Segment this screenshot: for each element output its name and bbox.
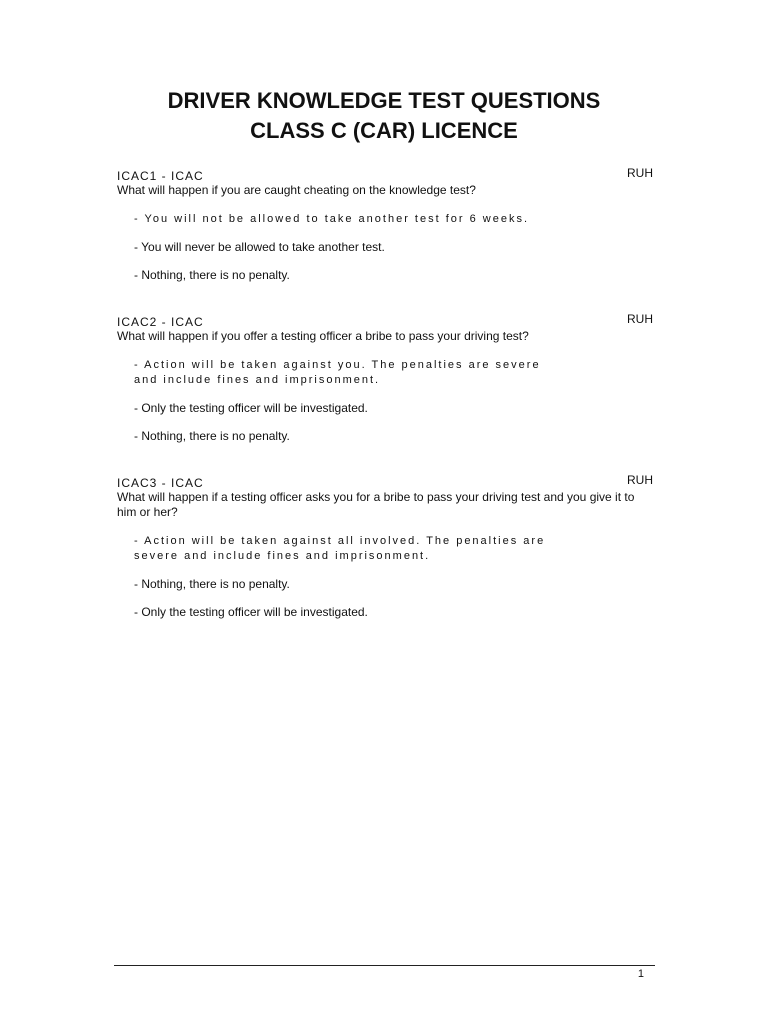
answer-list — [134, 212, 653, 283]
question-header — [117, 474, 653, 490]
answer-option: - Action will be taken against you. The penalties are severe and include fines and imprisonment. — [134, 359, 541, 386]
question-1 — [117, 167, 653, 296]
question-2 — [117, 313, 653, 457]
question-tag: RUH — [627, 166, 653, 180]
question-3 — [117, 474, 653, 633]
answer-option: - Action will be taken against all involved. The penalties are severe and include fines and imprisonment. — [134, 535, 546, 562]
question-code: ICAC1 - ICAC — [117, 169, 204, 183]
answer-option: - Only the testing officer will be investigated. — [134, 401, 368, 415]
footer-divider — [114, 965, 655, 966]
answer-list — [134, 358, 653, 444]
question-header — [117, 167, 653, 183]
document-title — [0, 86, 768, 146]
answer-list — [134, 534, 653, 620]
answer-option: - Nothing, there is no penalty. — [134, 577, 290, 591]
answer-option: - Only the testing officer will be investigated. — [134, 605, 368, 619]
answer-option: - Nothing, there is no penalty. — [134, 429, 290, 443]
question-tag: RUH — [627, 473, 653, 487]
question-text: What will happen if you are caught cheating on the knowledge test? — [117, 183, 476, 197]
title-line-1: DRIVER KNOWLEDGE TEST QUESTIONS — [167, 88, 601, 113]
question-tag: RUH — [627, 312, 653, 326]
question-code: ICAC2 - ICAC — [117, 315, 204, 329]
answer-option: - You will never be allowed to take another test. — [134, 240, 385, 254]
title-line-2: CLASS C (CAR) LICENCE — [250, 118, 518, 143]
page-number: 1 — [637, 968, 644, 980]
question-header — [117, 313, 653, 329]
question-text: What will happen if you offer a testing officer a bribe to pass your driving test? — [117, 329, 529, 343]
answer-option: - You will not be allowed to take another test for 6 weeks. — [134, 213, 529, 225]
question-code: ICAC3 - ICAC — [117, 476, 204, 490]
answer-option: - Nothing, there is no penalty. — [134, 268, 290, 282]
question-text: What will happen if a testing officer asks you for a bribe to pass your driving test and you give it to him or her? — [117, 490, 635, 519]
